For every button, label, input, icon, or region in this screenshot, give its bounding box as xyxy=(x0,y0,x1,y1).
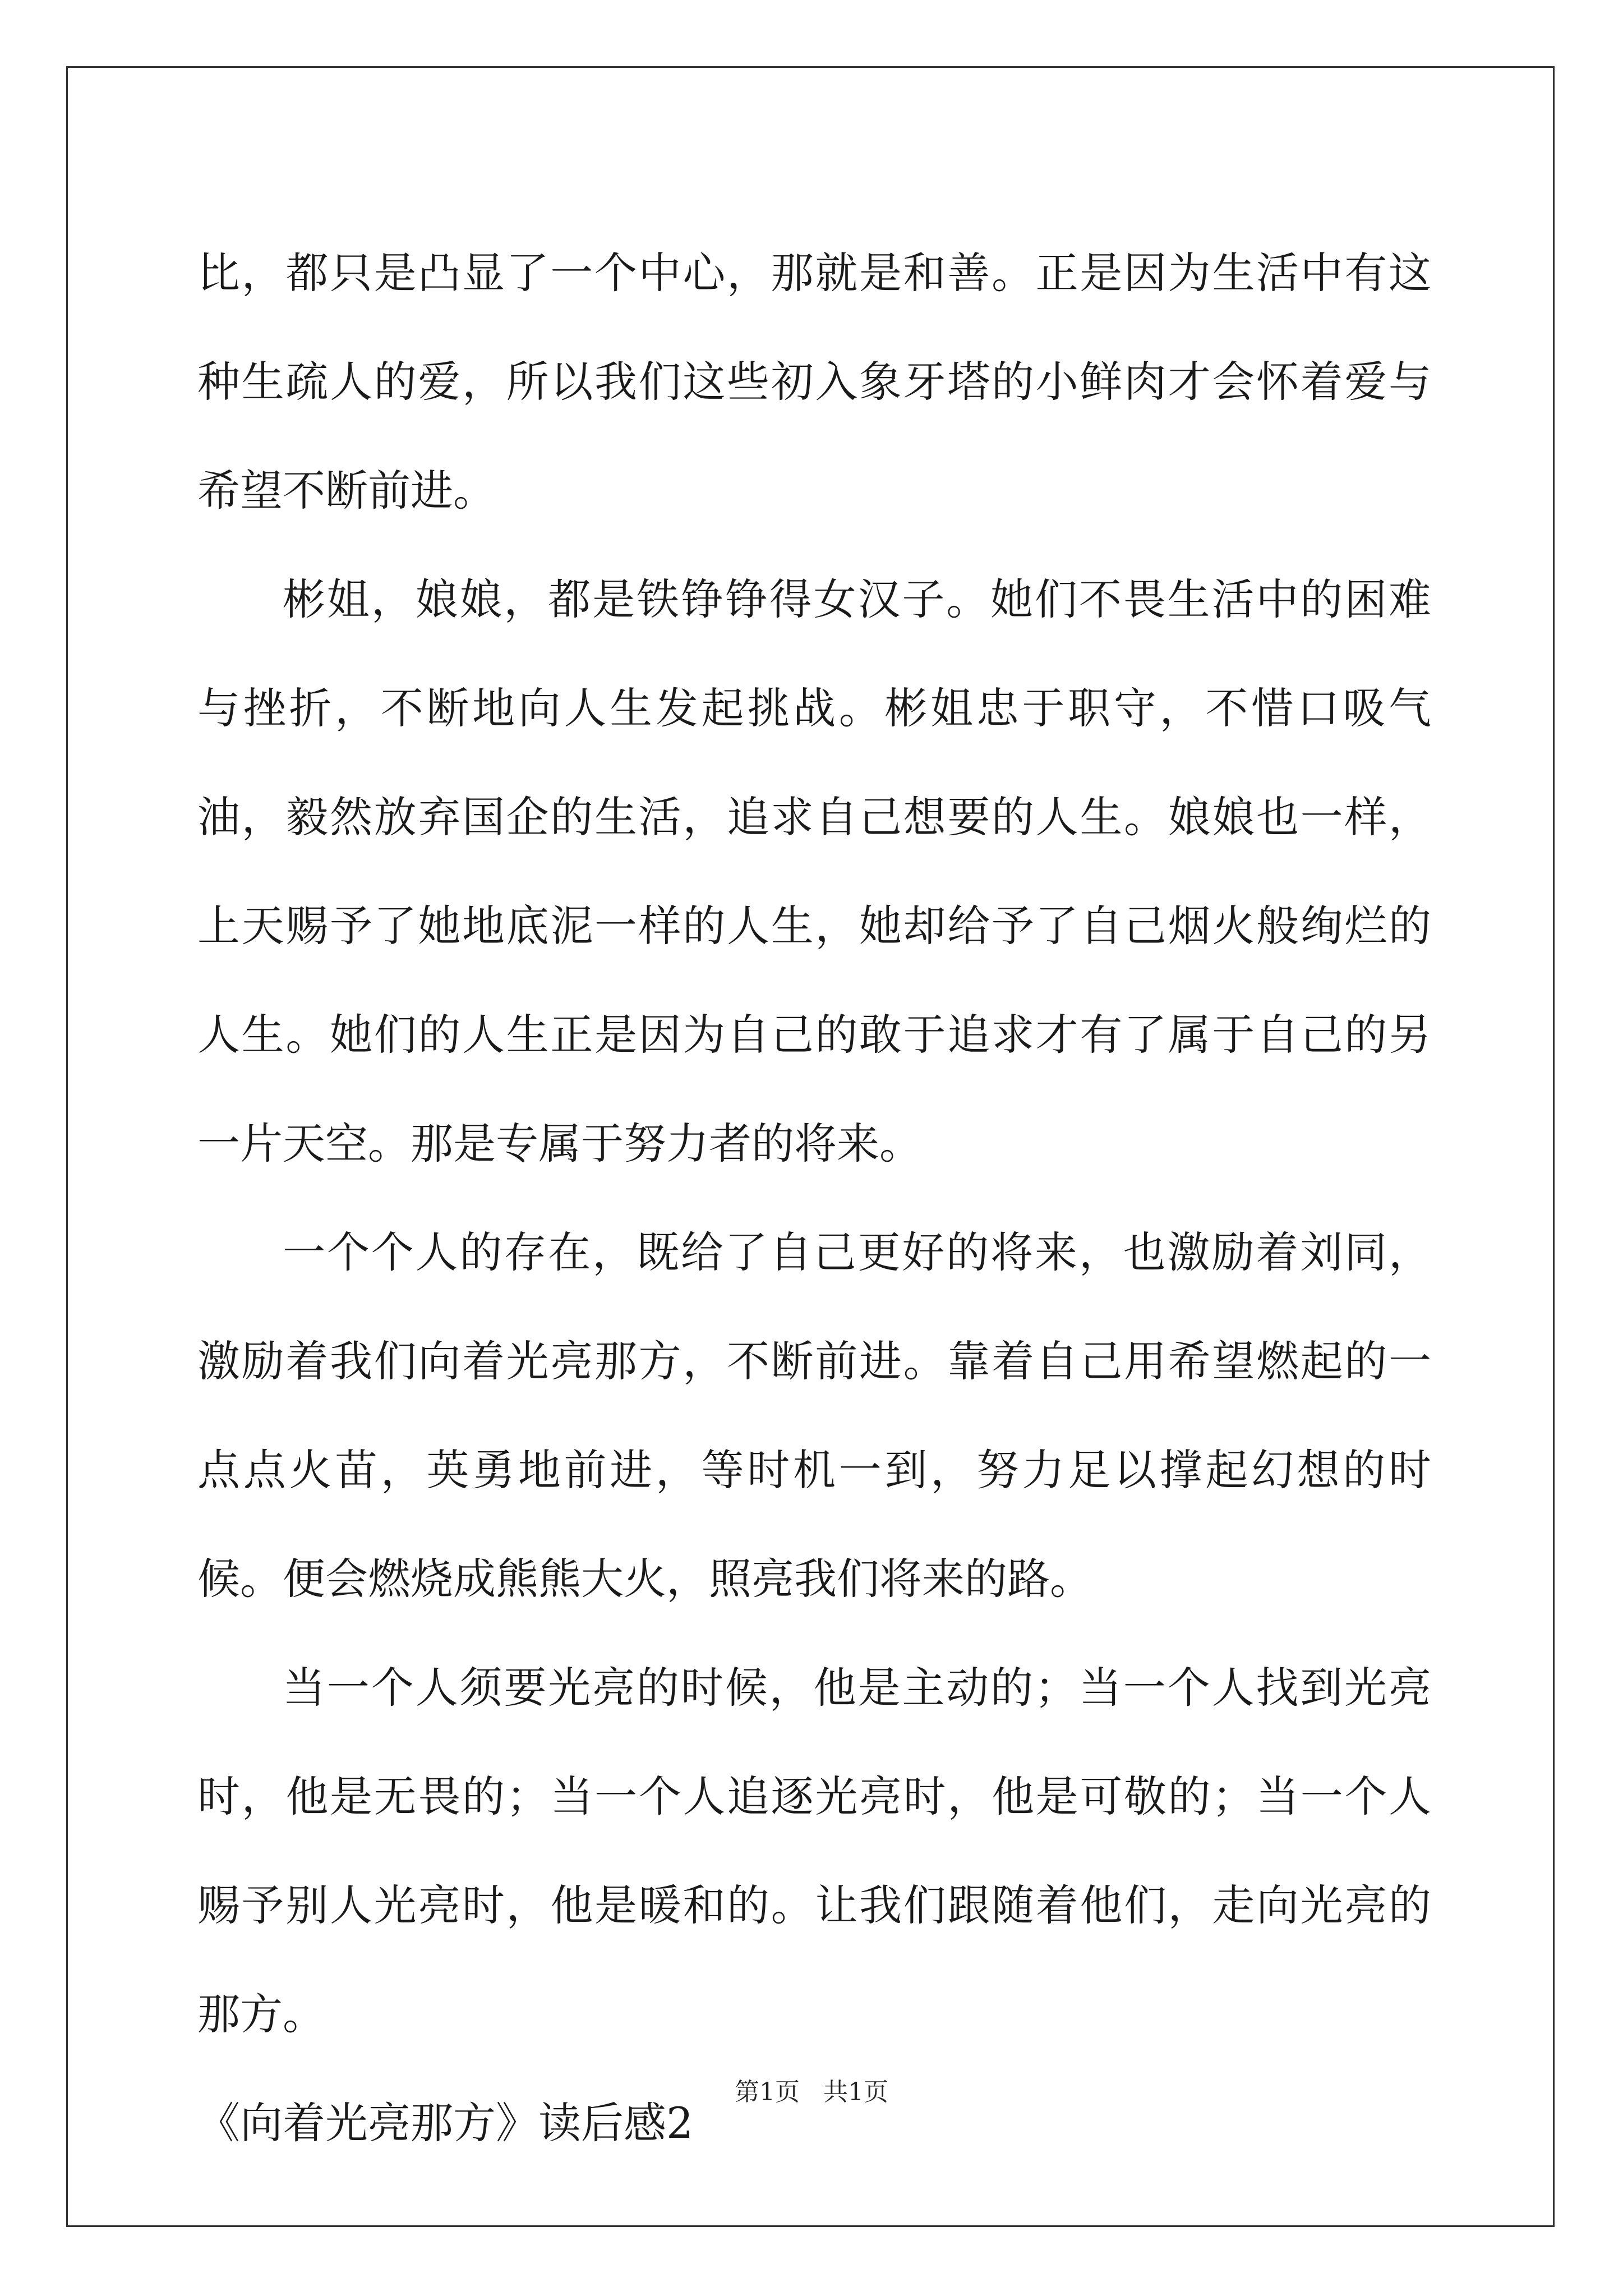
document-body xyxy=(197,219,1431,2178)
paragraph-2: 彬姐，娘娘，都是铁铮铮得女汉子。她们不畏生活中的困难与挫折，不断地向人生发起挑战。彬姐忠于职守，不惜口吸气油，毅然放弃国企的生活，追求自己想要的人生。娘娘也一样，上天赐予了她地底泥一样的人生，她却给予了自己烟火般绚烂的人生。她们的人生正是因为自己的敢于追求才有了属于自己的另一片天空。那是专属于努力者的将来。 xyxy=(197,574,1431,1168)
paragraph-4: 当一个人须要光亮的时候，他是主动的；当一个人找到光亮时，他是无畏的；当一个人追逐光亮时，他是可敬的；当一个人赐予别人光亮时，他是暖和的。让我们跟随着他们，走向光亮的那方。 xyxy=(197,1663,1431,2039)
page-number: 第1页 xyxy=(735,2078,800,2106)
paragraph-3: 一个个人的存在，既给了自己更好的将来，也激励着刘同，激励着我们向着光亮那方，不断前进。靠着自己用希望燃起的一点点火苗，英勇地前进，等时机一到，努力足以撑起幻想的时候。便会燃烧成熊熊大火，照亮我们将来的路。 xyxy=(197,1227,1431,1604)
paragraph-1: 比，都只是凸显了一个中心，那就是和善。正是因为生活中有这种生疏人的爱，所以我们这些初入象牙塔的小鲜肉才会怀着爱与希望不断前进。 xyxy=(197,248,1431,516)
section-heading: 《向着光亮那方》读后感2 xyxy=(197,2098,694,2148)
page-total: 共1页 xyxy=(823,2078,888,2106)
page-footer xyxy=(0,2076,1623,2109)
